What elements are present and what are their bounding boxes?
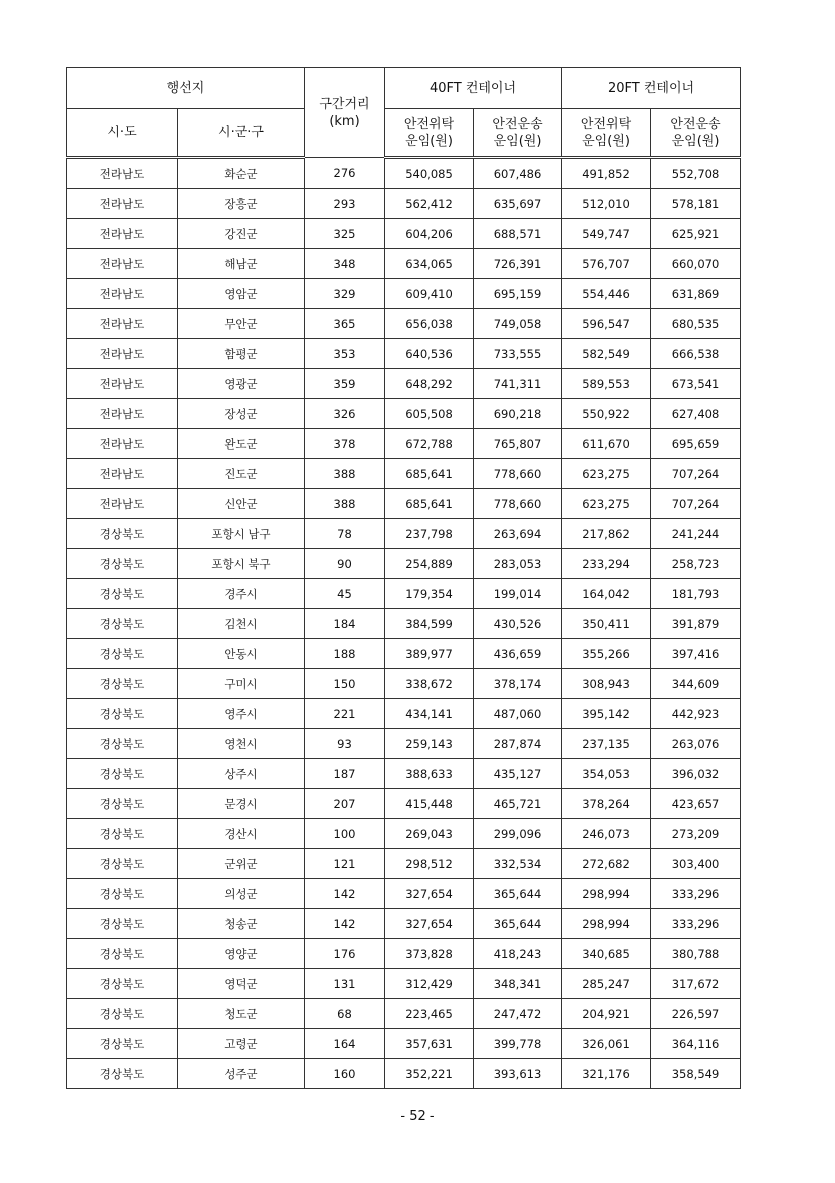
cell-40ft-transport: 690,218 <box>474 399 562 429</box>
cell-city: 영천시 <box>178 729 305 759</box>
cell-40ft-transport: 695,159 <box>474 279 562 309</box>
cell-20ft-consigned: 576,707 <box>562 249 651 279</box>
cell-40ft-transport: 199,014 <box>474 579 562 609</box>
header-20ft-transport <box>651 109 741 158</box>
table-row <box>67 639 741 669</box>
cell-40ft-transport: 749,058 <box>474 309 562 339</box>
table-row <box>67 189 741 219</box>
cell-city: 강진군 <box>178 219 305 249</box>
header-distance <box>305 68 385 158</box>
cell-20ft-transport: 391,879 <box>651 609 741 639</box>
cell-20ft-transport: 660,070 <box>651 249 741 279</box>
cell-city: 무안군 <box>178 309 305 339</box>
cell-40ft-consigned: 223,465 <box>385 999 474 1029</box>
cell-city: 상주시 <box>178 759 305 789</box>
cell-40ft-consigned: 389,977 <box>385 639 474 669</box>
cell-20ft-transport: 263,076 <box>651 729 741 759</box>
cell-20ft-consigned: 354,053 <box>562 759 651 789</box>
cell-40ft-consigned: 562,412 <box>385 189 474 219</box>
cell-20ft-transport: 181,793 <box>651 579 741 609</box>
cell-distance: 326 <box>305 399 385 429</box>
cell-city: 문경시 <box>178 789 305 819</box>
cell-distance: 164 <box>305 1029 385 1059</box>
cell-20ft-consigned: 395,142 <box>562 699 651 729</box>
cell-20ft-transport: 627,408 <box>651 399 741 429</box>
cell-20ft-transport: 631,869 <box>651 279 741 309</box>
cell-city: 장흥군 <box>178 189 305 219</box>
cell-province: 전라남도 <box>67 279 178 309</box>
cell-40ft-consigned: 298,512 <box>385 849 474 879</box>
table-row <box>67 669 741 699</box>
header-20ft: 20FT 컨테이너 <box>562 68 741 109</box>
cell-20ft-consigned: 308,943 <box>562 669 651 699</box>
cell-distance: 221 <box>305 699 385 729</box>
cell-40ft-transport: 247,472 <box>474 999 562 1029</box>
cell-20ft-transport: 226,597 <box>651 999 741 1029</box>
header-40ft: 40FT 컨테이너 <box>385 68 562 109</box>
cell-40ft-consigned: 269,043 <box>385 819 474 849</box>
table-row <box>67 849 741 879</box>
cell-20ft-consigned: 554,446 <box>562 279 651 309</box>
cell-20ft-transport: 333,296 <box>651 879 741 909</box>
cell-distance: 93 <box>305 729 385 759</box>
cell-distance: 160 <box>305 1059 385 1089</box>
cell-distance: 348 <box>305 249 385 279</box>
cell-40ft-consigned: 648,292 <box>385 369 474 399</box>
header-40ft-transport <box>474 109 562 158</box>
cell-20ft-consigned: 272,682 <box>562 849 651 879</box>
cell-40ft-consigned: 237,798 <box>385 519 474 549</box>
cell-distance: 276 <box>305 158 385 189</box>
cell-20ft-consigned: 298,994 <box>562 879 651 909</box>
cell-province: 경상북도 <box>67 519 178 549</box>
cell-distance: 353 <box>305 339 385 369</box>
cell-distance: 207 <box>305 789 385 819</box>
cell-province: 경상북도 <box>67 1059 178 1089</box>
table-row <box>67 158 741 189</box>
cell-20ft-transport: 397,416 <box>651 639 741 669</box>
cell-distance: 184 <box>305 609 385 639</box>
cell-40ft-consigned: 415,448 <box>385 789 474 819</box>
cell-city: 영암군 <box>178 279 305 309</box>
cell-city: 영양군 <box>178 939 305 969</box>
cell-distance: 365 <box>305 309 385 339</box>
cell-20ft-consigned: 246,073 <box>562 819 651 849</box>
cell-20ft-transport: 578,181 <box>651 189 741 219</box>
cell-20ft-consigned: 582,549 <box>562 339 651 369</box>
cell-20ft-consigned: 326,061 <box>562 1029 651 1059</box>
cell-city: 경산시 <box>178 819 305 849</box>
cell-40ft-transport: 436,659 <box>474 639 562 669</box>
table-row <box>67 879 741 909</box>
cell-city: 영광군 <box>178 369 305 399</box>
cell-40ft-consigned: 609,410 <box>385 279 474 309</box>
cell-province: 전라남도 <box>67 219 178 249</box>
cell-distance: 45 <box>305 579 385 609</box>
table-row <box>67 279 741 309</box>
cell-city: 해남군 <box>178 249 305 279</box>
fare-table <box>66 67 741 1089</box>
table-body <box>67 158 741 1089</box>
cell-20ft-transport: 396,032 <box>651 759 741 789</box>
cell-40ft-transport: 365,644 <box>474 909 562 939</box>
cell-20ft-transport: 680,535 <box>651 309 741 339</box>
cell-40ft-consigned: 605,508 <box>385 399 474 429</box>
header-distance-label: 구간거리 <box>319 96 370 112</box>
cell-province: 전라남도 <box>67 309 178 339</box>
table-row <box>67 459 741 489</box>
cell-40ft-transport: 348,341 <box>474 969 562 999</box>
table-row <box>67 519 741 549</box>
cell-40ft-transport: 332,534 <box>474 849 562 879</box>
cell-province: 전라남도 <box>67 189 178 219</box>
cell-40ft-consigned: 604,206 <box>385 219 474 249</box>
cell-province: 경상북도 <box>67 789 178 819</box>
cell-20ft-consigned: 285,247 <box>562 969 651 999</box>
cell-20ft-transport: 423,657 <box>651 789 741 819</box>
cell-distance: 329 <box>305 279 385 309</box>
cell-province: 경상북도 <box>67 699 178 729</box>
cell-40ft-transport: 726,391 <box>474 249 562 279</box>
cell-20ft-transport: 258,723 <box>651 549 741 579</box>
cell-province: 경상북도 <box>67 849 178 879</box>
header-line: 운임(원) <box>493 133 542 149</box>
cell-distance: 142 <box>305 879 385 909</box>
cell-40ft-consigned: 179,354 <box>385 579 474 609</box>
cell-20ft-transport: 241,244 <box>651 519 741 549</box>
cell-20ft-consigned: 340,685 <box>562 939 651 969</box>
cell-20ft-transport: 625,921 <box>651 219 741 249</box>
cell-20ft-transport: 364,116 <box>651 1029 741 1059</box>
cell-40ft-consigned: 357,631 <box>385 1029 474 1059</box>
cell-20ft-consigned: 164,042 <box>562 579 651 609</box>
cell-province: 경상북도 <box>67 759 178 789</box>
table-row <box>67 969 741 999</box>
cell-city: 구미시 <box>178 669 305 699</box>
cell-city: 청도군 <box>178 999 305 1029</box>
cell-city: 함평군 <box>178 339 305 369</box>
cell-city: 포항시 남구 <box>178 519 305 549</box>
cell-province: 전라남도 <box>67 158 178 189</box>
cell-distance: 121 <box>305 849 385 879</box>
cell-20ft-transport: 695,659 <box>651 429 741 459</box>
cell-40ft-transport: 733,555 <box>474 339 562 369</box>
cell-40ft-transport: 430,526 <box>474 609 562 639</box>
cell-20ft-transport: 317,672 <box>651 969 741 999</box>
table-row <box>67 609 741 639</box>
cell-province: 경상북도 <box>67 669 178 699</box>
cell-distance: 293 <box>305 189 385 219</box>
cell-province: 경상북도 <box>67 639 178 669</box>
cell-20ft-consigned: 204,921 <box>562 999 651 1029</box>
cell-40ft-consigned: 685,641 <box>385 459 474 489</box>
cell-city: 의성군 <box>178 879 305 909</box>
cell-20ft-transport: 442,923 <box>651 699 741 729</box>
cell-20ft-consigned: 350,411 <box>562 609 651 639</box>
cell-40ft-transport: 741,311 <box>474 369 562 399</box>
cell-20ft-transport: 666,538 <box>651 339 741 369</box>
cell-20ft-consigned: 512,010 <box>562 189 651 219</box>
cell-40ft-transport: 418,243 <box>474 939 562 969</box>
table-row <box>67 399 741 429</box>
cell-distance: 188 <box>305 639 385 669</box>
cell-city: 군위군 <box>178 849 305 879</box>
cell-40ft-consigned: 685,641 <box>385 489 474 519</box>
cell-distance: 131 <box>305 969 385 999</box>
cell-40ft-transport: 299,096 <box>474 819 562 849</box>
cell-city: 성주군 <box>178 1059 305 1089</box>
header-city: 시·군·구 <box>178 109 305 158</box>
cell-40ft-transport: 765,807 <box>474 429 562 459</box>
cell-20ft-consigned: 623,275 <box>562 459 651 489</box>
cell-distance: 68 <box>305 999 385 1029</box>
cell-city: 신안군 <box>178 489 305 519</box>
cell-40ft-transport: 688,571 <box>474 219 562 249</box>
cell-40ft-transport: 378,174 <box>474 669 562 699</box>
cell-city: 김천시 <box>178 609 305 639</box>
cell-20ft-consigned: 611,670 <box>562 429 651 459</box>
cell-province: 경상북도 <box>67 729 178 759</box>
cell-distance: 90 <box>305 549 385 579</box>
cell-20ft-transport: 303,400 <box>651 849 741 879</box>
cell-province: 경상북도 <box>67 1029 178 1059</box>
cell-20ft-consigned: 589,553 <box>562 369 651 399</box>
cell-40ft-consigned: 434,141 <box>385 699 474 729</box>
cell-40ft-transport: 435,127 <box>474 759 562 789</box>
cell-province: 경상북도 <box>67 579 178 609</box>
cell-distance: 187 <box>305 759 385 789</box>
cell-distance: 388 <box>305 489 385 519</box>
cell-province: 경상북도 <box>67 879 178 909</box>
table-row <box>67 219 741 249</box>
cell-20ft-consigned: 378,264 <box>562 789 651 819</box>
cell-20ft-consigned: 237,135 <box>562 729 651 759</box>
cell-city: 완도군 <box>178 429 305 459</box>
cell-province: 경상북도 <box>67 999 178 1029</box>
cell-city: 진도군 <box>178 459 305 489</box>
cell-40ft-consigned: 540,085 <box>385 158 474 189</box>
cell-distance: 78 <box>305 519 385 549</box>
table-row <box>67 339 741 369</box>
table-row <box>67 909 741 939</box>
cell-40ft-consigned: 656,038 <box>385 309 474 339</box>
table-row <box>67 789 741 819</box>
cell-20ft-consigned: 298,994 <box>562 909 651 939</box>
cell-40ft-transport: 607,486 <box>474 158 562 189</box>
cell-distance: 388 <box>305 459 385 489</box>
cell-distance: 176 <box>305 939 385 969</box>
table-row <box>67 759 741 789</box>
table-row <box>67 249 741 279</box>
cell-province: 전라남도 <box>67 459 178 489</box>
header-distance-unit: (km) <box>329 113 360 129</box>
cell-province: 경상북도 <box>67 969 178 999</box>
cell-city: 고령군 <box>178 1029 305 1059</box>
cell-city: 포항시 북구 <box>178 549 305 579</box>
cell-20ft-consigned: 550,922 <box>562 399 651 429</box>
cell-40ft-consigned: 259,143 <box>385 729 474 759</box>
header-line: 운임(원) <box>405 133 453 149</box>
cell-40ft-consigned: 640,536 <box>385 339 474 369</box>
cell-20ft-transport: 673,541 <box>651 369 741 399</box>
cell-40ft-consigned: 634,065 <box>385 249 474 279</box>
cell-20ft-consigned: 321,176 <box>562 1059 651 1089</box>
cell-province: 경상북도 <box>67 609 178 639</box>
cell-20ft-transport: 333,296 <box>651 909 741 939</box>
cell-40ft-consigned: 338,672 <box>385 669 474 699</box>
table-row <box>67 1059 741 1089</box>
header-line: 운임(원) <box>582 133 630 149</box>
cell-20ft-transport: 344,609 <box>651 669 741 699</box>
cell-city: 경주시 <box>178 579 305 609</box>
cell-40ft-transport: 283,053 <box>474 549 562 579</box>
table-row <box>67 549 741 579</box>
cell-20ft-transport: 380,788 <box>651 939 741 969</box>
cell-20ft-transport: 552,708 <box>651 158 741 189</box>
cell-province: 전라남도 <box>67 339 178 369</box>
table-row <box>67 939 741 969</box>
cell-20ft-consigned: 233,294 <box>562 549 651 579</box>
cell-distance: 378 <box>305 429 385 459</box>
cell-40ft-consigned: 312,429 <box>385 969 474 999</box>
cell-40ft-consigned: 254,889 <box>385 549 474 579</box>
cell-city: 청송군 <box>178 909 305 939</box>
cell-20ft-consigned: 596,547 <box>562 309 651 339</box>
cell-province: 전라남도 <box>67 369 178 399</box>
cell-40ft-transport: 778,660 <box>474 459 562 489</box>
header-line: 안전위탁 <box>403 116 455 132</box>
cell-province: 경상북도 <box>67 549 178 579</box>
table-row <box>67 579 741 609</box>
cell-province: 전라남도 <box>67 249 178 279</box>
cell-20ft-consigned: 355,266 <box>562 639 651 669</box>
table-row <box>67 699 741 729</box>
cell-city: 화순군 <box>178 158 305 189</box>
cell-20ft-transport: 707,264 <box>651 489 741 519</box>
header-line: 운임(원) <box>671 133 720 149</box>
table-row <box>67 369 741 399</box>
cell-40ft-consigned: 327,654 <box>385 909 474 939</box>
cell-20ft-consigned: 623,275 <box>562 489 651 519</box>
cell-40ft-consigned: 384,599 <box>385 609 474 639</box>
header-destination: 행선지 <box>67 68 305 109</box>
cell-city: 영덕군 <box>178 969 305 999</box>
cell-40ft-consigned: 373,828 <box>385 939 474 969</box>
cell-40ft-transport: 465,721 <box>474 789 562 819</box>
header-line: 안전위탁 <box>580 116 632 132</box>
header-20ft-consigned <box>562 109 651 158</box>
cell-20ft-consigned: 217,862 <box>562 519 651 549</box>
cell-province: 경상북도 <box>67 939 178 969</box>
cell-40ft-consigned: 672,788 <box>385 429 474 459</box>
cell-province: 전라남도 <box>67 489 178 519</box>
table-row <box>67 729 741 759</box>
cell-40ft-consigned: 352,221 <box>385 1059 474 1089</box>
table-row <box>67 489 741 519</box>
cell-20ft-consigned: 549,747 <box>562 219 651 249</box>
cell-distance: 325 <box>305 219 385 249</box>
cell-40ft-transport: 399,778 <box>474 1029 562 1059</box>
table-row <box>67 819 741 849</box>
cell-40ft-transport: 487,060 <box>474 699 562 729</box>
cell-40ft-transport: 287,874 <box>474 729 562 759</box>
cell-40ft-consigned: 327,654 <box>385 879 474 909</box>
cell-20ft-consigned: 491,852 <box>562 158 651 189</box>
header-40ft-consigned <box>385 109 474 158</box>
cell-province: 전라남도 <box>67 399 178 429</box>
cell-40ft-transport: 393,613 <box>474 1059 562 1089</box>
cell-20ft-transport: 358,549 <box>651 1059 741 1089</box>
cell-city: 영주시 <box>178 699 305 729</box>
cell-city: 장성군 <box>178 399 305 429</box>
cell-40ft-transport: 365,644 <box>474 879 562 909</box>
cell-distance: 142 <box>305 909 385 939</box>
cell-province: 전라남도 <box>67 429 178 459</box>
cell-40ft-transport: 778,660 <box>474 489 562 519</box>
table-row <box>67 309 741 339</box>
cell-distance: 150 <box>305 669 385 699</box>
table-row <box>67 429 741 459</box>
cell-40ft-consigned: 388,633 <box>385 759 474 789</box>
cell-province: 경상북도 <box>67 819 178 849</box>
header-province: 시·도 <box>67 109 178 158</box>
page-number: - 52 - <box>400 1109 435 1124</box>
cell-city: 안동시 <box>178 639 305 669</box>
header-line: 안전운송 <box>492 116 543 132</box>
cell-distance: 359 <box>305 369 385 399</box>
cell-20ft-transport: 707,264 <box>651 459 741 489</box>
table-row <box>67 999 741 1029</box>
cell-40ft-transport: 635,697 <box>474 189 562 219</box>
cell-distance: 100 <box>305 819 385 849</box>
cell-province: 경상북도 <box>67 909 178 939</box>
cell-20ft-transport: 273,209 <box>651 819 741 849</box>
table-row <box>67 1029 741 1059</box>
header-line: 안전운송 <box>670 116 721 132</box>
cell-40ft-transport: 263,694 <box>474 519 562 549</box>
